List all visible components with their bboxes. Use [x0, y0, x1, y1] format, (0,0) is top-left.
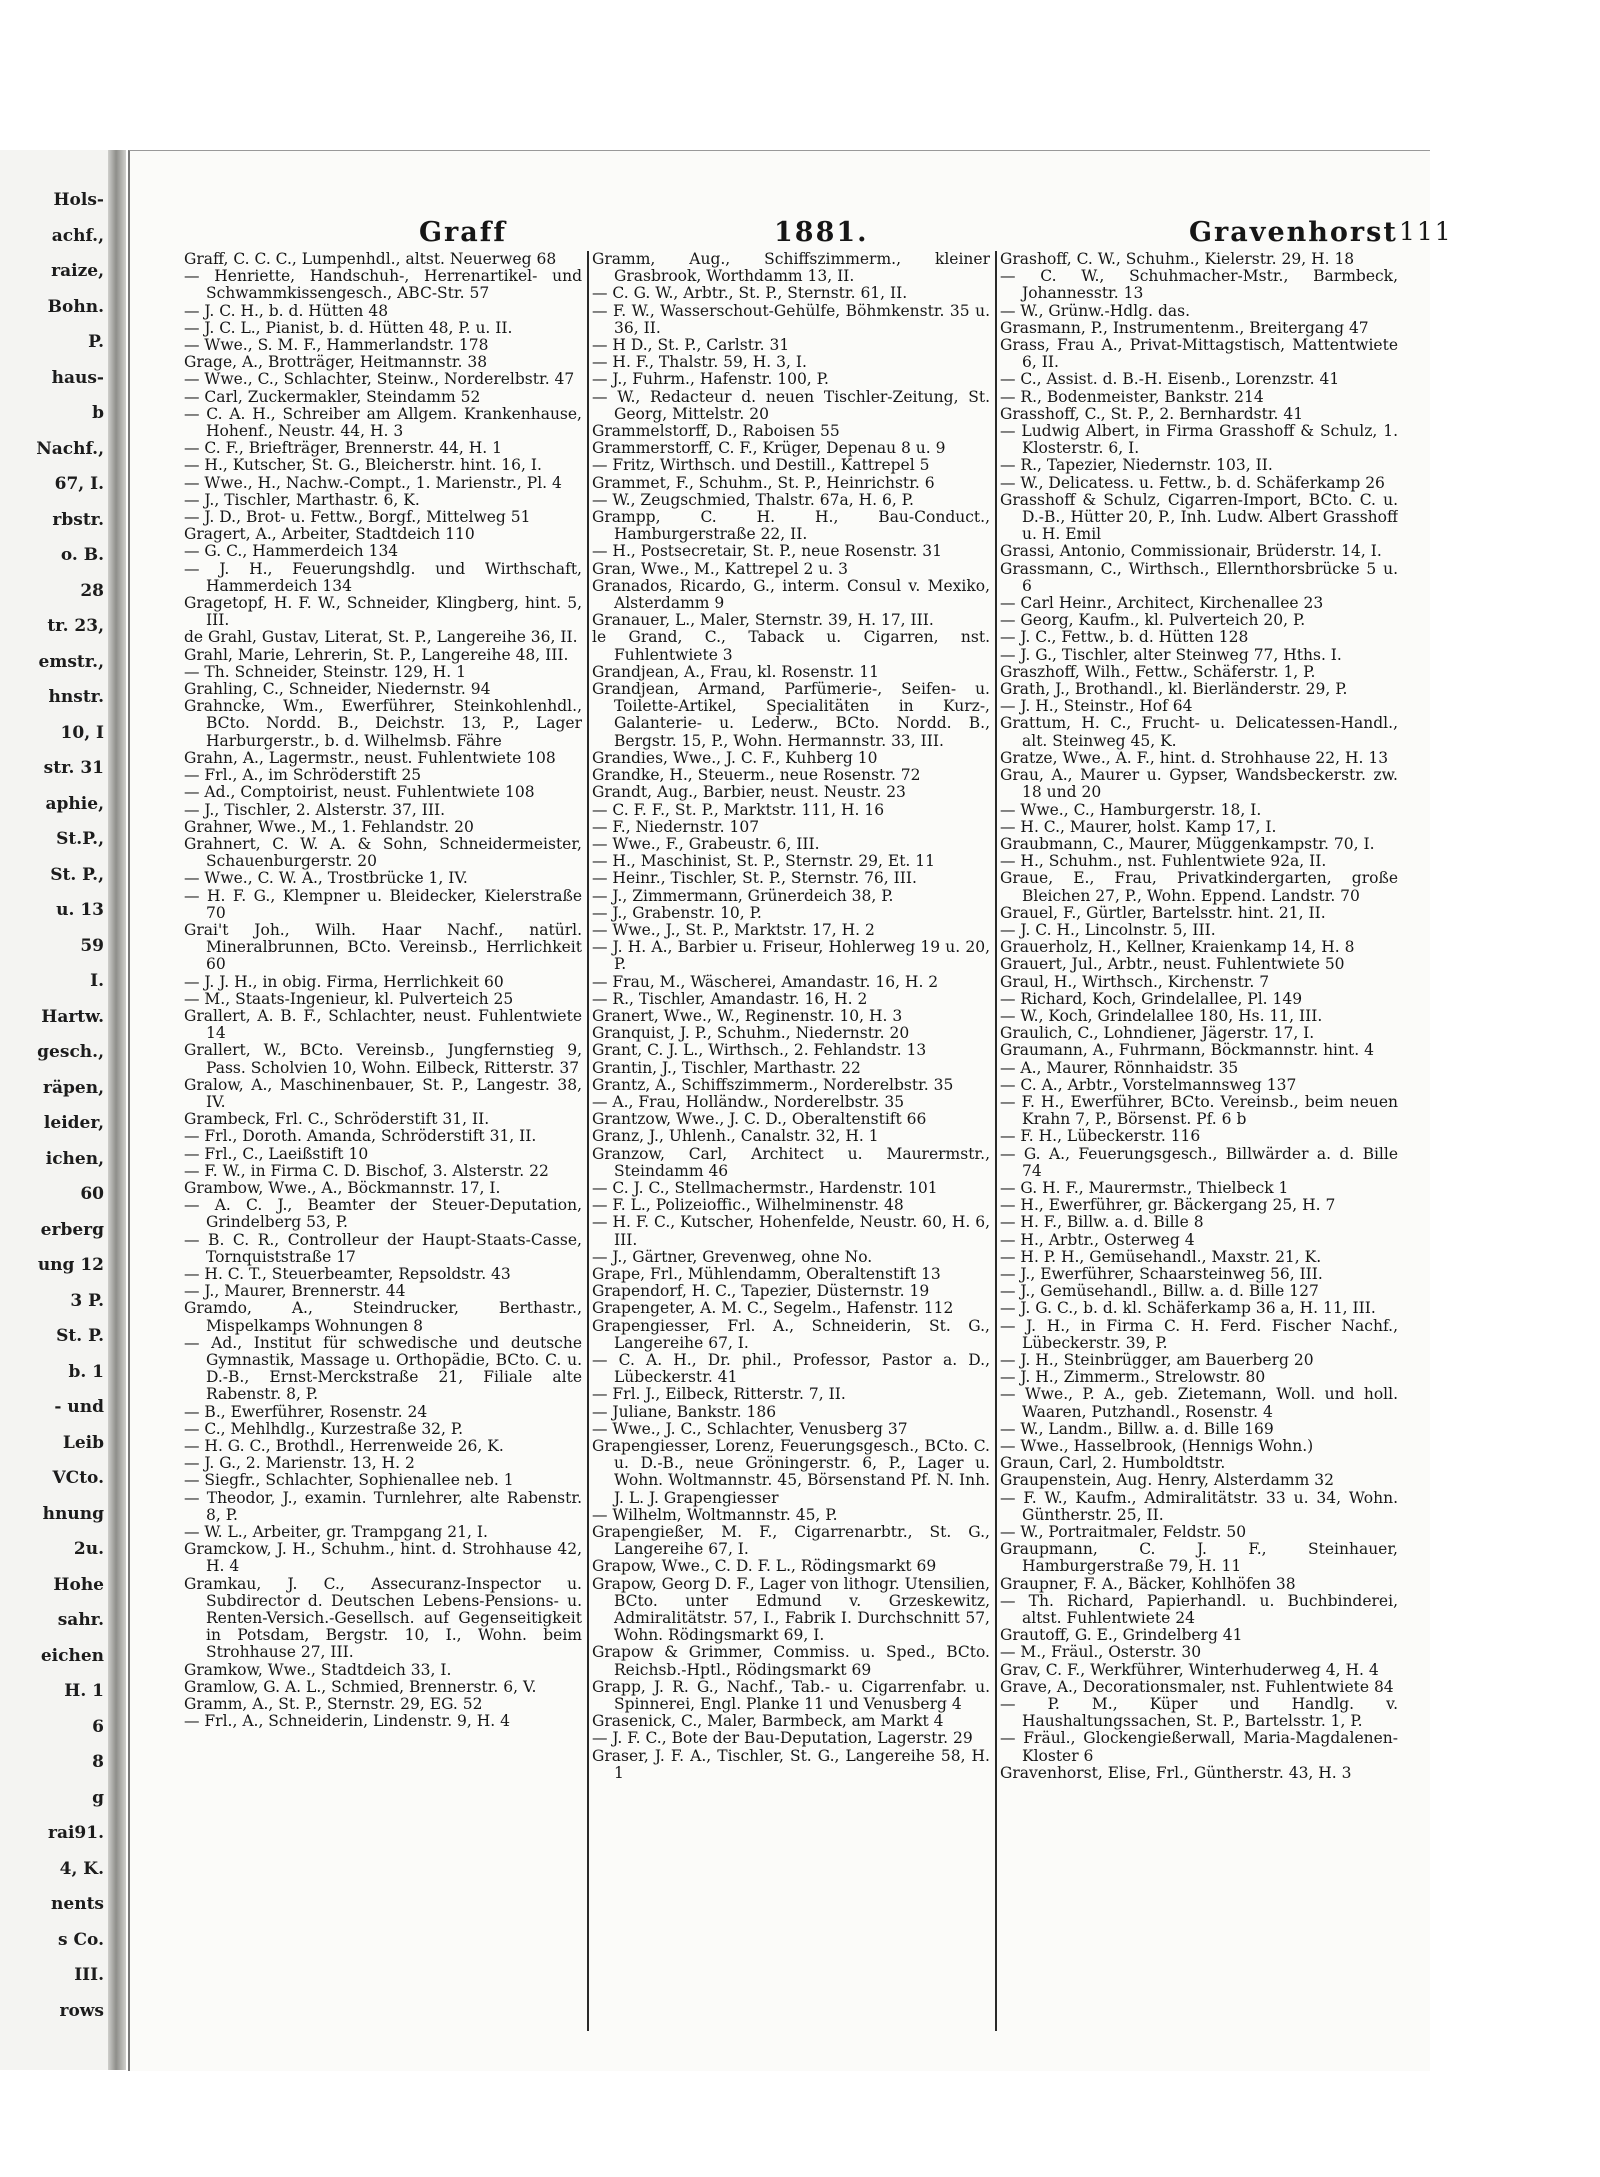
directory-entry: Granquist, J. P., Schuhm., Niedernstr. 20 [592, 1024, 910, 1043]
directory-entry: — H. P. H., Gemüsehandl., Maxstr. 21, K. [1000, 1247, 1322, 1266]
directory-entry: Granzow, Carl, Architect u. Maurermstr., Steindamm 46 [592, 1144, 990, 1180]
adjacent-page-fragment [0, 150, 108, 2070]
directory-entry: — J. H. A., Barbier u. Friseur, Hohlerweg 19 u. 20, P. [592, 938, 990, 974]
directory-entry: Grav, C. F., Werkführer, Winterhuderweg 4, H. 4 [1000, 1660, 1379, 1679]
directory-entry: — Ludwig Albert, in Firma Grasshoff & Schulz, 1. Klosterstr. 6, I. [1000, 422, 1398, 458]
adjacent-page-text: raize, [51, 261, 104, 281]
directory-entry: Granert, Wwe., W., Reginenstr. 10, H. 3 [592, 1006, 903, 1025]
directory-entry: — A., Frau, Holländw., Norderelbstr. 35 [592, 1092, 905, 1111]
directory-entry: Grandke, H., Steuerm., neue Rosenstr. 72 [592, 766, 921, 785]
directory-entry: — B., Ewerführer, Rosenstr. 24 [184, 1402, 428, 1421]
directory-entry: Grave, A., Decorationsmaler, nst. Fuhlentwiete 84 [1000, 1677, 1394, 1696]
header-year: 1881. [774, 217, 869, 248]
adjacent-page-text: emstr., [38, 651, 104, 672]
adjacent-page-text: St. P., [50, 864, 104, 885]
directory-entry: — Wwe., C., Schlachter, Steinw., Norderelbstr. 47 [184, 370, 575, 389]
adjacent-page-text: erberg [40, 1219, 104, 1240]
adjacent-page-text: ung 12 [37, 1255, 104, 1275]
directory-entry: Grallert, A. B. F., Schlachter, neust. Fuhlentwiete 14 [184, 1006, 582, 1043]
directory-entry: Grandjean, Armand, Parfümerie-, Seifen- u. Toilette-Artikel, Specialitäten in Kurz-, Galanterie- u. Lederw., BCto. Nordd. B., Bergstr. 15, P., Wohn. Hermannstr. 33, III. [592, 680, 990, 750]
adjacent-page-text: eichen [40, 1645, 104, 1666]
directory-entry: — C. G. W., Arbtr., St. P., Sternstr. 61, II. [592, 284, 908, 303]
directory-entry: Granz, J., Uhlenh., Canalstr. 32, H. 1 [592, 1127, 879, 1146]
directory-entry: — F. W., in Firma C. D. Bischof, 3. Alsterstr. 22 [184, 1161, 549, 1180]
directory-entry: — R., Tapezier, Niedernstr. 103, II. [1000, 456, 1273, 475]
directory-entry: — P. M., Küper und Handlg. v. Haushaltungssachen, St. P., Bartelsstr. 1, P. [1000, 1695, 1398, 1731]
directory-entry: Grahnert, C. W. A. & Sohn, Schneidermeister, Schauenburgerstr. 20 [184, 834, 582, 871]
directory-entry: — Fritz, Wirthsch. und Destill., Kattrepel 5 [592, 456, 930, 475]
directory-entry: — Frau, M., Wäscherei, Amandastr. 16, H. 2 [592, 972, 939, 991]
page-number: 111 [1399, 217, 1453, 246]
directory-entry: — H., Kutscher, St. G., Bleicherstr. hint. 16, I. [184, 456, 542, 475]
directory-entry: Grage, A., Brotträger, Heitmannstr. 38 [184, 353, 488, 372]
directory-entry: Grau, A., Maurer u. Gypser, Wandsbeckerstr. zw. 18 und 20 [1000, 766, 1398, 802]
adjacent-page-text: St. P. [56, 1326, 104, 1346]
directory-entry: — J. H., Feuerungshdlg. und Wirthschaft, Hammerdeich 134 [184, 559, 582, 595]
directory-entry: — H. F., Billw. a. d. Bille 8 [1000, 1213, 1204, 1232]
adjacent-page-text: Hols- [53, 190, 104, 210]
directory-entry: — J. H., Zimmerm., Strelowstr. 80 [1000, 1368, 1266, 1387]
directory-entry: Grauert, Jul., Arbtr., neust. Fuhlentwiete 50 [1000, 955, 1345, 974]
directory-entry: — Wwe., S. M. F., Hammerlandstr. 178 [184, 336, 489, 355]
directory-entry: — C., Assist. d. B.-H. Eisenb., Lorenzstr. 41 [1000, 370, 1340, 389]
directory-entry: — H., Arbtr., Osterweg 4 [1000, 1230, 1195, 1249]
directory-entry: — J. C., Fettw., b. d. Hütten 128 [1000, 628, 1249, 647]
adjacent-page-text: Hartw. [41, 1006, 104, 1027]
directory-entry: Grasshoff & Schulz, Cigarren-Import, BCto. C. u. D.-B., Hütter 20, P., Inh. Ludw. Albert Grasshoff u. H. Emil [1000, 490, 1398, 544]
directory-entry: Graff, C. C. C., Lumpenhdl., altst. Neuerweg 68 [184, 251, 557, 268]
directory-entry: — J., Grabenstr. 10, P. [592, 903, 762, 922]
directory-entry: Gragert, A., Arbeiter, Stadtdeich 110 [184, 525, 475, 544]
directory-entry: — H., Schuhm., nst. Fuhlentwiete 92a, II. [1000, 852, 1327, 871]
directory-entry: — J. D., Brot- u. Fettw., Borgf., Mittelweg 51 [184, 508, 531, 527]
directory-entry: Graulich, C., Lohndiener, Jägerstr. 17, I. [1000, 1024, 1315, 1043]
directory-entry: Grauel, F., Gürtler, Bartelsstr. hint. 21, II. [1000, 903, 1326, 922]
directory-entry: Grapengießer, M. F., Cigarrenarbtr., St. G., Langereihe 67, I. [592, 1523, 990, 1559]
directory-entry: Grauerholz, H., Kellner, Kraienkamp 14, H. 8 [1000, 938, 1355, 957]
directory-entry: — F. W., Wasserschout-Gehülfe, Böhmkenstr. 35 u. 36, II. [592, 301, 990, 337]
directory-entry: — Frl. J., Eilbeck, Ritterstr. 7, II. [592, 1385, 846, 1404]
directory-entry: — J. C. H., Lincolnstr. 5, III. [1000, 920, 1216, 939]
directory-entry: Granauer, L., Maler, Sternstr. 39, H. 17, III. [592, 611, 934, 630]
directory-entry: — J., Fuhrm., Hafenstr. 100, P. [592, 370, 829, 389]
directory-entry: — A., Maurer, Rönnhaidstr. 35 [1000, 1058, 1239, 1077]
adjacent-page-text: sahr. [57, 1610, 104, 1630]
column-2 [592, 251, 990, 2041]
directory-entry: Grapow, Wwe., C. D. F. L., Rödingsmarkt 69 [592, 1557, 937, 1576]
directory-entry: Grammet, F., Schuhm., St. P., Heinrichstr. 6 [592, 473, 935, 492]
directory-entry: — F. W., Kaufm., Admiralitätstr. 33 u. 34, Wohn. Güntherstr. 25, II. [1000, 1488, 1398, 1524]
adjacent-page-text: rbstr. [52, 509, 104, 530]
directory-entry: — F. H., Ewerführer, BCto. Vereinsb., beim neuen Krahn 7, P., Börsenst. Pf. 6 b [1000, 1092, 1398, 1129]
directory-entry: — Wwe., H., Nachw.-Compt., 1. Marienstr., Pl. 4 [184, 473, 562, 492]
directory-entry: — J. H., Steinstr., Hof 64 [1000, 697, 1193, 716]
directory-entry: Grassmann, C., Wirthsch., Ellernthorsbrücke 5 u. 6 [1000, 559, 1398, 595]
adjacent-page-text: achf., [51, 225, 104, 246]
directory-entry: — M., Staats-Ingenieur, kl. Pulverteich 25 [184, 989, 514, 1008]
adjacent-page-text: b. 1 [68, 1361, 104, 1382]
directory-entry: — Heinr., Tischler, St. P., Sternstr. 76, III. [592, 869, 917, 888]
directory-entry: — Frl., A., Schneiderin, Lindenstr. 9, H. 4 [184, 1712, 510, 1731]
directory-entry: — H., Postsecretair, St. P., neue Rosenstr. 31 [592, 542, 943, 561]
directory-entry: — Wwe., C., Hamburgerstr. 18, I. [1000, 800, 1262, 819]
directory-entry: Grapengeter, A. M. C., Segelm., Hafenstr. 112 [592, 1299, 954, 1318]
directory-entry: Grahner, Wwe., M., 1. Fehlandstr. 20 [184, 817, 474, 836]
directory-entry: — C. A. H., Schreiber am Allgem. Krankenhause, Hohenf., Neustr. 44, H. 3 [184, 404, 582, 441]
directory-entry: — H. F., Thalstr. 59, H. 3, I. [592, 353, 807, 372]
directory-entry: Grantin, J., Tischler, Marthastr. 22 [592, 1058, 861, 1077]
directory-page [128, 150, 1453, 2071]
directory-entry: Grapow & Grimmer, Commiss. u. Sped., BCto. Reichsb.-Hptl., Rödingsmarkt 69 [592, 1643, 990, 1679]
directory-entry: Graszhoff, Wilh., Fettw., Schäferstr. 1, P. [1000, 662, 1316, 681]
adjacent-page-text: leider, [43, 1113, 104, 1133]
directory-entry: Grallert, W., BCto. Vereinsb., Jungfernstieg 9, Pass. Scholvien 10, Wohn. Eilbeck, Ritterstr. 37 [184, 1041, 582, 1077]
directory-entry: — Richard, Koch, Grindelallee, Pl. 149 [1000, 989, 1303, 1008]
adjacent-page-text: Leib [62, 1432, 104, 1453]
directory-entry: — Georg, Kaufm., kl. Pulverteich 20, P. [1000, 611, 1306, 630]
directory-entry: Grahl, Marie, Lehrerin, St. P., Langereihe 48, III. [184, 645, 569, 664]
directory-entry: — W., Redacteur d. neuen Tischler-Zeitung, St. Georg, Mittelstr. 20 [592, 387, 990, 423]
directory-entry: — Frl., Doroth. Amanda, Schröderstift 31, II. [184, 1127, 537, 1146]
directory-entry: Grambeck, Frl. C., Schröderstift 31, II. [184, 1110, 490, 1129]
directory-entry: — Th. Schneider, Steinstr. 129, H. 1 [184, 662, 467, 681]
directory-entry: Grasenick, C., Maler, Barmbeck, am Markt 4 [592, 1712, 944, 1731]
directory-entry: — G. A., Feuerungsgesch., Billwärder a. d. Bille 74 [1000, 1144, 1398, 1180]
adjacent-page-text: rows [59, 2000, 104, 2021]
adjacent-page-text: Bohn. [47, 296, 104, 317]
adjacent-page-text: nents [51, 1894, 104, 1914]
directory-entry: — C. A., Arbtr., Vorstelmannsweg 137 [1000, 1075, 1297, 1094]
book-gutter [108, 150, 126, 2070]
directory-entry: Gramckow, J. H., Schuhm., hint. d. Strohhause 42, H. 4 [184, 1540, 582, 1576]
adjacent-page-text: 2u. [73, 1539, 104, 1559]
directory-entry: Grapengiesser, Frl. A., Schneiderin, St. G., Langereihe 67, I. [592, 1316, 990, 1352]
directory-entry: — Wwe., P. A., geb. Zietemann, Woll. und holl. Waaren, Putzhandl., Rosenstr. 4 [1000, 1385, 1398, 1421]
adjacent-page-text: 67, I. [54, 474, 104, 494]
directory-entry: — B. C. R., Controlleur der Haupt-Staats-Casse, Tornquiststraße 17 [184, 1230, 582, 1266]
adjacent-page-text: hnung [42, 1503, 104, 1524]
adjacent-page-text: - und [54, 1397, 104, 1417]
directory-entry: Gramm, A., St. P., Sternstr. 29, EG. 52 [184, 1695, 483, 1714]
adjacent-page-text: 4, K. [59, 1858, 104, 1879]
adjacent-page-text: ichen, [45, 1148, 104, 1169]
directory-entry: — J. F. C., Bote der Bau-Deputation, Lagerstr. 29 [592, 1729, 973, 1748]
directory-entry: — F. L., Polizeioffic., Wilhelminenstr. 48 [592, 1196, 904, 1215]
directory-entry: — J. H., in Firma C. H. Ferd. Fischer Nachf., Lübeckerstr. 39, P. [1000, 1316, 1398, 1352]
directory-entry: — M., Fräul., Osterstr. 30 [1000, 1643, 1202, 1662]
adjacent-page-text: Hohe [53, 1574, 104, 1595]
adjacent-page-text: b [92, 403, 104, 423]
directory-entry: — W., Koch, Grindelallee 180, Hs. 11, III. [1000, 1006, 1323, 1025]
directory-entry: — Wwe., F., Grabeustr. 6, III. [592, 834, 820, 853]
directory-entry: Grattum, H. C., Frucht- u. Delicatessen-Handl., alt. Steinweg 45, K. [1000, 714, 1398, 750]
adjacent-page-text: aphie, [45, 793, 104, 814]
adjacent-page-text: haus- [51, 367, 104, 388]
adjacent-page-text: u. 13 [56, 900, 104, 920]
directory-entry: — Carl, Zuckermakler, Steindamm 52 [184, 387, 481, 406]
adjacent-page-text: P. [88, 332, 104, 352]
adjacent-page-text: s Co. [58, 1929, 104, 1950]
directory-entry: — R., Tischler, Amandastr. 16, H. 2 [592, 989, 868, 1008]
directory-entry: Grahncke, Wm., Ewerführer, Steinkohlenhdl., BCto. Nordd. B., Deichstr. 13, P., Lager Harburgerstr., b. d. Wilhelmsb. Fähre [184, 697, 582, 750]
directory-entry: — Wilhelm, Woltmannstr. 45, P. [592, 1505, 838, 1524]
directory-entry: — J., Gärtner, Grevenweg, ohne No. [592, 1247, 873, 1266]
directory-entry: — C. A. H., Dr. phil., Professor, Pastor a. D., Lübeckerstr. 41 [592, 1351, 990, 1387]
adjacent-page-text: St.P., [56, 829, 104, 849]
directory-entry: Grammelstorff, D., Raboisen 55 [592, 422, 840, 441]
adjacent-page-text: 59 [80, 935, 104, 956]
directory-entry: Grass, Frau A., Privat-Mittagstisch, Mattentwiete 6, II. [1000, 336, 1398, 372]
directory-entry: — Wwe., C. W. A., Trostbrücke 1, IV. [184, 869, 468, 888]
directory-entry: Grambow, Wwe., A., Böckmannstr. 17, I. [184, 1178, 501, 1197]
adjacent-page-text: räpen, [43, 1077, 104, 1098]
adjacent-page-text: I. [90, 971, 104, 991]
directory-entry: — Theodor, J., examin. Turnlehrer, alte Rabenstr. 8, P. [184, 1488, 582, 1524]
directory-entry: Grapendorf, H. C., Tapezier, Düsternstr. 19 [592, 1282, 930, 1301]
adjacent-page-text: 60 [80, 1184, 104, 1204]
directory-entry: Grasmann, P., Instrumentenm., Breitergang 47 [1000, 318, 1369, 337]
directory-entry: Grandies, Wwe., J. C. F., Kuhberg 10 [592, 748, 878, 767]
directory-entry: — H. C. T., Steuerbeamter, Repsoldstr. 43 [184, 1264, 511, 1283]
directory-entry: — W., Portraitmaler, Feldstr. 50 [1000, 1523, 1247, 1542]
directory-entry: Grahling, C., Schneider, Niedernstr. 94 [184, 680, 491, 699]
directory-entry: Grant, C. J. L., Wirthsch., 2. Fehlandstr. 13 [592, 1041, 927, 1060]
header-right-keyword: Gravenhorst [1189, 217, 1398, 248]
directory-entry: Graupner, F. A., Bäcker, Kohlhöfen 38 [1000, 1574, 1296, 1593]
directory-entry: Grai't Joh., Wilh. Haar Nachf., natürl. Mineralbrunnen, BCto. Vereinsb., Herrlichkeit 60 [184, 920, 582, 974]
directory-entry: Graupmann, C. J. F., Steinhauer, Hamburgerstraße 79, H. 11 [1000, 1540, 1398, 1576]
directory-entry: Gramlow, G. A. L., Schmied, Brennerstr. 6, V. [184, 1677, 537, 1696]
directory-entry: — Siegfr., Schlachter, Sophienallee neb. 1 [184, 1471, 514, 1490]
directory-entry: — W., Zeugschmied, Thalstr. 67a, H. 6, P. [592, 490, 914, 509]
directory-entry: Graupenstein, Aug. Henry, Alsterdamm 32 [1000, 1471, 1334, 1490]
directory-entry: — J. G., Tischler, alter Steinweg 77, Hths. I. [1000, 645, 1342, 664]
directory-entry: — Ad., Institut für schwedische und deutsche Gymnastik, Massage u. Orthopädie, BCto. C. u. D.-B., Ernst-Merckstraße 21, Filiale alte Rabenstr. 8, P. [184, 1333, 582, 1404]
directory-entry: Gramdo, A., Steindrucker, Berthastr., Mispelkamps Wohnungen 8 [184, 1299, 582, 1335]
directory-entry: — Fräul., Glockengießerwall, Maria-Magdalenen-Kloster 6 [1000, 1729, 1398, 1765]
directory-entry: — J. G. C., b. d. kl. Schäferkamp 36 a, H. 11, III. [1000, 1299, 1376, 1318]
directory-entry: Gramkau, J. C., Assecuranz-Inspector u. Subdirector d. Deutschen Lebens-Pensions- u. Renten-Versich.-Gesellsch. auf Gegenseitigkeit in Potsdam, Bergstr. 10, I., Wohn. beim Strohhause 27, III. [184, 1574, 582, 1662]
header-left-keyword: Graff [419, 217, 508, 248]
column-divider [995, 251, 997, 2031]
adjacent-page-text: 3 P. [70, 1290, 104, 1311]
adjacent-page-text: rai91. [47, 1823, 104, 1843]
directory-entry: — J. J. H., in obig. Firma, Herrlichkeit 60 [184, 972, 504, 991]
directory-entry: — J., Gemüsehandl., Billw. a. d. Bille 127 [1000, 1282, 1319, 1301]
directory-entry: Gramm, Aug., Schiffszimmerm., kleiner Grasbrook, Worthdamm 13, II. [592, 251, 990, 286]
adjacent-page-text: gesch., [37, 1042, 104, 1062]
adjacent-page-text: tr. 23, [47, 616, 104, 636]
adjacent-page-text: 6 [92, 1716, 104, 1737]
directory-entry: — J. G., 2. Marienstr. 13, H. 2 [184, 1454, 415, 1473]
directory-entry: — Wwe., J. C., Schlachter, Venusberg 37 [592, 1419, 908, 1438]
directory-entry: Gragetopf, H. F. W., Schneider, Klingberg, hint. 5, III. [184, 594, 582, 630]
directory-entry: Grapow, Georg D. F., Lager von lithogr. Utensilien, BCto. unter Edmund v. Grzeskewitz, Admiralitätstr. 57, I., Fabrik I. Durchschnitt 57, Wohn. Rödingsmarkt 69, I. [592, 1574, 990, 1645]
directory-entry: — Carl Heinr., Architect, Kirchenallee 23 [1000, 594, 1324, 613]
directory-entry: Grahn, A., Lagermstr., neust. Fuhlentwiete 108 [184, 748, 556, 767]
directory-entry: — C. J. C., Stellmachermstr., Hardenstr. 101 [592, 1178, 938, 1197]
directory-entry: — J., Maurer, Brennerstr. 44 [184, 1282, 406, 1301]
directory-entry: Grantzow, Wwe., J. C. D., Oberaltenstift 66 [592, 1110, 927, 1129]
directory-entry: — W., Grünw.-Hdlg. das. [1000, 301, 1190, 320]
directory-entry: — J., Ewerführer, Schaarsteinweg 56, III. [1000, 1264, 1323, 1283]
directory-entry: — F., Niedernstr. 107 [592, 817, 760, 836]
directory-entry: Grammerstorff, C. F., Krüger, Depenau 8 u. 9 [592, 439, 946, 458]
directory-entry: — H. G. C., Brothdl., Herrenweide 26, K. [184, 1437, 504, 1456]
directory-entry: — Henriette, Handschuh-, Herrenartikel- und Schwammkissengesch., ABC-Str. 57 [184, 267, 582, 303]
directory-entry: Grantz, A., Schiffszimmerm., Norderelbstr. 35 [592, 1075, 954, 1094]
directory-entry: — Ad., Comptoirist, neust. Fuhlentwiete 108 [184, 783, 535, 802]
directory-entry: Graser, J. F. A., Tischler, St. G., Langereihe 58, H. 1 [592, 1746, 990, 1782]
directory-entry: — J., Tischler, 2. Alsterstr. 37, III. [184, 800, 446, 819]
directory-entry: — A. C. J., Beamter der Steuer-Deputation, Grindelberg 53, P. [184, 1196, 582, 1232]
directory-entry: — W., Delicatess. u. Fettw., b. d. Schäferkamp 26 [1000, 473, 1385, 492]
directory-entry: Gran, Wwe., M., Kattrepel 2 u. 3 [592, 559, 848, 578]
directory-entry: Grandt, Aug., Barbier, neust. Neustr. 23 [592, 783, 906, 802]
directory-entry: — C. F., Briefträger, Brennerstr. 44, H. 1 [184, 439, 502, 458]
directory-entry: — R., Bodenmeister, Bankstr. 214 [1000, 387, 1264, 406]
directory-entry: — G. H. F., Maurermstr., Thielbeck 1 [1000, 1178, 1289, 1197]
directory-entry: — H D., St. P., Carlstr. 31 [592, 336, 790, 355]
directory-entry: Granados, Ricardo, G., interm. Consul v. Mexiko, Alsterdamm 9 [592, 576, 990, 613]
directory-entry: Grampp, C. H. H., Bau-Conduct., Hamburgerstraße 22, II. [592, 508, 990, 544]
directory-entry: — Frl., C., Laeißstift 10 [184, 1144, 369, 1163]
directory-entry: — H. F. C., Kutscher, Hohenfelde, Neustr. 60, H. 6, III. [592, 1213, 990, 1249]
directory-entry: de Grahl, Gustav, Literat, St. P., Langereihe 36, II. [184, 628, 578, 647]
directory-entry: Grandjean, A., Frau, kl. Rosenstr. 11 [592, 662, 879, 681]
directory-entry: — Frl., A., im Schröderstift 25 [184, 766, 422, 785]
adjacent-page-text: 8 [92, 1752, 104, 1772]
adjacent-page-text: str. 31 [43, 758, 104, 778]
adjacent-page-text: H. 1 [64, 1681, 104, 1701]
adjacent-page-text: Nachf., [36, 438, 104, 459]
directory-entry: — H. F. G., Klempner u. Bleidecker, Kielerstraße 70 [184, 886, 582, 922]
directory-entry: Grapp, J. R. G., Nachf., Tab.- u. Cigarrenfabr. u. Spinnerei, Engl. Planke 11 und Venusberg 4 [592, 1677, 990, 1714]
directory-entry: Graul, H., Wirthsch., Kirchenstr. 7 [1000, 972, 1270, 991]
directory-entry: — Wwe., Hasselbrook, (Hennigs Wohn.) [1000, 1437, 1314, 1456]
directory-entry: — C. W., Schuhmacher-Mstr., Barmbeck, Johannesstr. 13 [1000, 267, 1398, 303]
directory-entry: Graumann, A., Fuhrmann, Böckmannstr. hint. 4 [1000, 1041, 1374, 1060]
directory-entry: Grape, Frl., Mühlendamm, Oberaltenstift 13 [592, 1264, 941, 1283]
directory-entry: — C., Mehlhdlg., Kurzestraße 32, P. [184, 1419, 464, 1438]
adjacent-page-text: 28 [80, 580, 104, 601]
directory-entry: le Grand, C., Taback u. Cigarren, nst. Fuhlentwiete 3 [592, 628, 990, 664]
directory-entry: — H., Maschinist, St. P., Sternstr. 29, Et. 11 [592, 852, 936, 871]
directory-entry: — J. C. L., Pianist, b. d. Hütten 48, P. u. II. [184, 318, 513, 337]
directory-entry: Grasshoff, C., St. P., 2. Bernhardstr. 41 [1000, 404, 1304, 423]
directory-entry: Graue, E., Frau, Privatkindergarten, große Bleichen 27, P., Wohn. Eppend. Landstr. 70 [1000, 869, 1398, 905]
directory-entry: — H., Ewerführer, gr. Bäckergang 25, H. 7 [1000, 1196, 1336, 1215]
directory-entry: — G. C., Hammerdeich 134 [184, 542, 399, 561]
adjacent-page-text: g [92, 1787, 104, 1808]
directory-entry: Grath, J., Brothandl., kl. Bierländerstr. 29, P. [1000, 680, 1348, 699]
directory-entry: — W., Landm., Billw. a. d. Bille 169 [1000, 1419, 1274, 1438]
directory-entry: — J. C. H., b. d. Hütten 48 [184, 301, 389, 320]
adjacent-page-text: 10, I [60, 722, 104, 743]
directory-entry: — C. F. F., St. P., Marktstr. 111, H. 16 [592, 800, 885, 819]
directory-entry: Gralow, A., Maschinenbauer, St. P., Langestr. 38, IV. [184, 1075, 582, 1111]
directory-entry: — W. L., Arbeiter, gr. Trampgang 21, I. [184, 1523, 488, 1542]
directory-entry: — F. H., Lübeckerstr. 116 [1000, 1127, 1201, 1146]
directory-entry: Gramkow, Wwe., Stadtdeich 33, I. [184, 1660, 452, 1679]
directory-entry: — J., Tischler, Marthastr. 6, K. [184, 490, 420, 509]
directory-entry: Grashoff, C. W., Schuhm., Kielerstr. 29, H. 18 [1000, 251, 1355, 268]
column-divider [587, 251, 589, 2031]
directory-entry: — J., Zimmermann, Grünerdeich 38, P. [592, 886, 894, 905]
directory-entry: Graubmann, C., Maurer, Müggenkampstr. 70, I. [1000, 834, 1375, 853]
directory-entry: — H. C., Maurer, holst. Kamp 17, I. [1000, 817, 1277, 836]
column-3 [1000, 251, 1398, 2041]
directory-entry: Grautoff, G. E., Grindelberg 41 [1000, 1626, 1243, 1645]
adjacent-page-text: o. B. [60, 545, 104, 565]
directory-entry: Grapengiesser, Lorenz, Feuerungsgesch., BCto. C. u. D.-B., neue Gröningerstr. 6, P., Lager u. Wohn. Woltmannstr. 45, Börsenstand Pf. N. Inh. J. L. J. Grapengiesser [592, 1437, 990, 1507]
column-1 [184, 251, 582, 2041]
directory-entry: Grassi, Antonio, Commissionair, Brüderstr. 14, I. [1000, 542, 1382, 561]
directory-entry: — Juliane, Bankstr. 186 [592, 1402, 777, 1421]
directory-entry: — Th. Richard, Papierhandl. u. Buchbinderei, altst. Fuhlentwiete 24 [1000, 1591, 1398, 1628]
directory-entry: Gravenhorst, Elise, Frl., Güntherstr. 43, H. 3 [1000, 1763, 1352, 1782]
directory-entry: Graun, Carl, 2. Humboldtstr. [1000, 1454, 1226, 1473]
adjacent-page-text: III. [74, 1965, 104, 1985]
directory-entry: — Wwe., J., St. P., Marktstr. 17, H. 2 [592, 920, 875, 939]
directory-entry: — J. H., Steinbrügger, am Bauerberg 20 [1000, 1351, 1314, 1369]
adjacent-page-text: hnstr. [48, 687, 104, 707]
adjacent-page-text: VCto. [52, 1468, 104, 1488]
directory-entry: Gratze, Wwe., A. F., hint. d. Strohhause 22, H. 13 [1000, 748, 1389, 767]
